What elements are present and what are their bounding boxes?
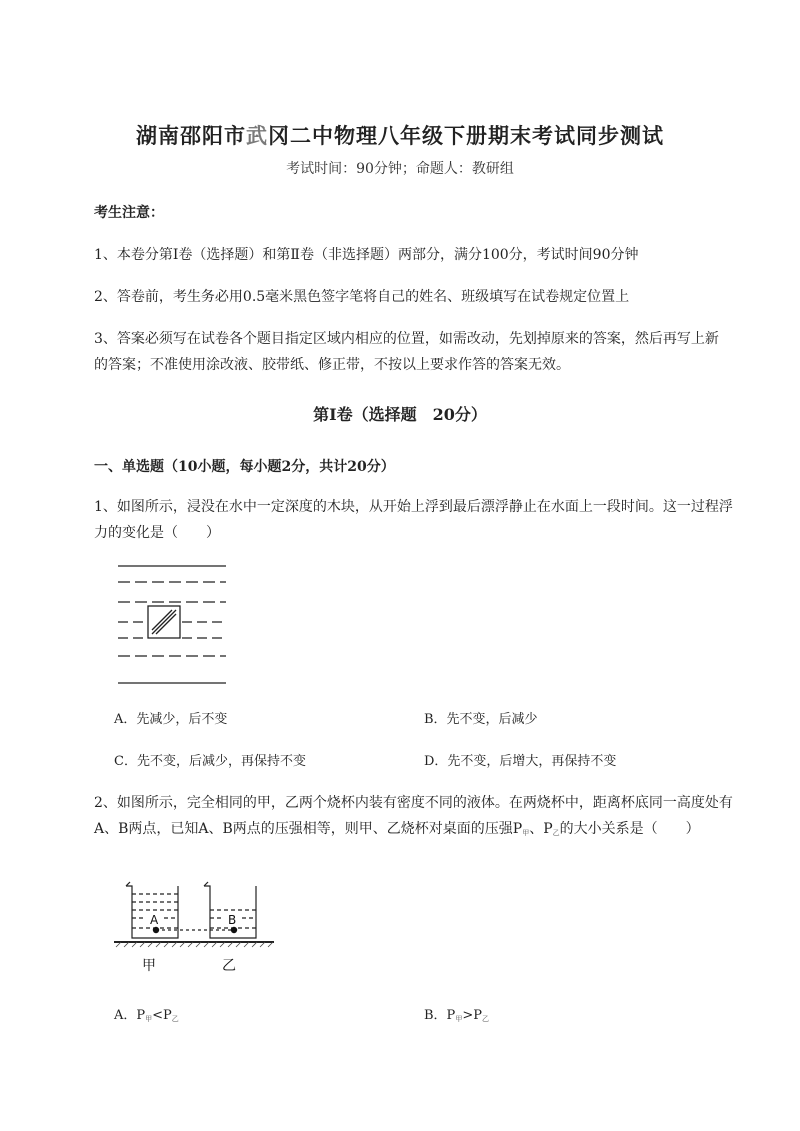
point-a-dot [153,927,159,933]
page-title: 湖南邵阳市武冈二中物理八年级下册期末考试同步测试 [136,123,664,148]
question-1-text: 1、如图所示，浸没在水中一定深度的木块，从开始上浮到最后漂浮静止在水面上一段时间。这一过程浮力的变化是（ ） [94,499,733,541]
question-1-option-d[interactable]: D．先不变，后增大，再保持不变 [424,754,617,769]
exam-subtitle: 考试时间：90分钟；命题人：教研组 [286,161,514,177]
question-2-option-b[interactable]: B．$P_甲>P_乙$ [424,1008,489,1023]
label-jia: 甲 [142,958,156,974]
notice-item-1: 1、本卷分第I卷（选择题）和第Ⅱ卷（非选择题）两部分，满分100分，考试时间90分钟 [94,247,639,263]
notice-heading: 考生注意： [94,205,164,221]
part-heading: 一、单选题（10小题，每小题2分，共计20分） [94,459,395,475]
section-title: 第I卷（选择题 20分） [313,405,487,424]
notice-item-2: 2、答卷前，考生务必用0.5毫米黑色签字笔将自己的姓名、班级填写在试卷规定位置上 [94,289,630,305]
question-2-figure [112,876,282,978]
label-yi: 乙 [222,958,236,974]
question-1-option-b[interactable]: B．先不变，后减少 [424,712,538,727]
point-a-label: A [150,913,159,927]
question-1-figure [112,558,232,690]
point-b-label: B [228,913,237,927]
point-b-dot [231,927,237,933]
question-1-option-a[interactable]: A．先减少，后不变 [114,712,228,727]
notice-item-3: 3、答案必须写在试卷各个题目指定区域内相应的位置，如需改动，先划掉原来的答案，然后再写上新的答案；不准使用涂改液、胶带纸、修正带，不按以上要求作答的答案无效。 [94,331,719,373]
question-2-text: 2、如图所示，完全相同的甲，乙两个烧杯内装有密度不同的液体。在两烧杯中，距离杯底同一高度处有A、B两点，已知A、B两点的压强相等，则甲、乙烧杯对桌面的压强$P_甲$、$P_乙$的大小关系是（ ） [94,795,733,837]
question-2-option-a[interactable]: A．$P_甲<P_乙$ [114,1008,179,1023]
question-1-option-c[interactable]: C．先不变，后减少，再保持不变 [114,754,306,769]
